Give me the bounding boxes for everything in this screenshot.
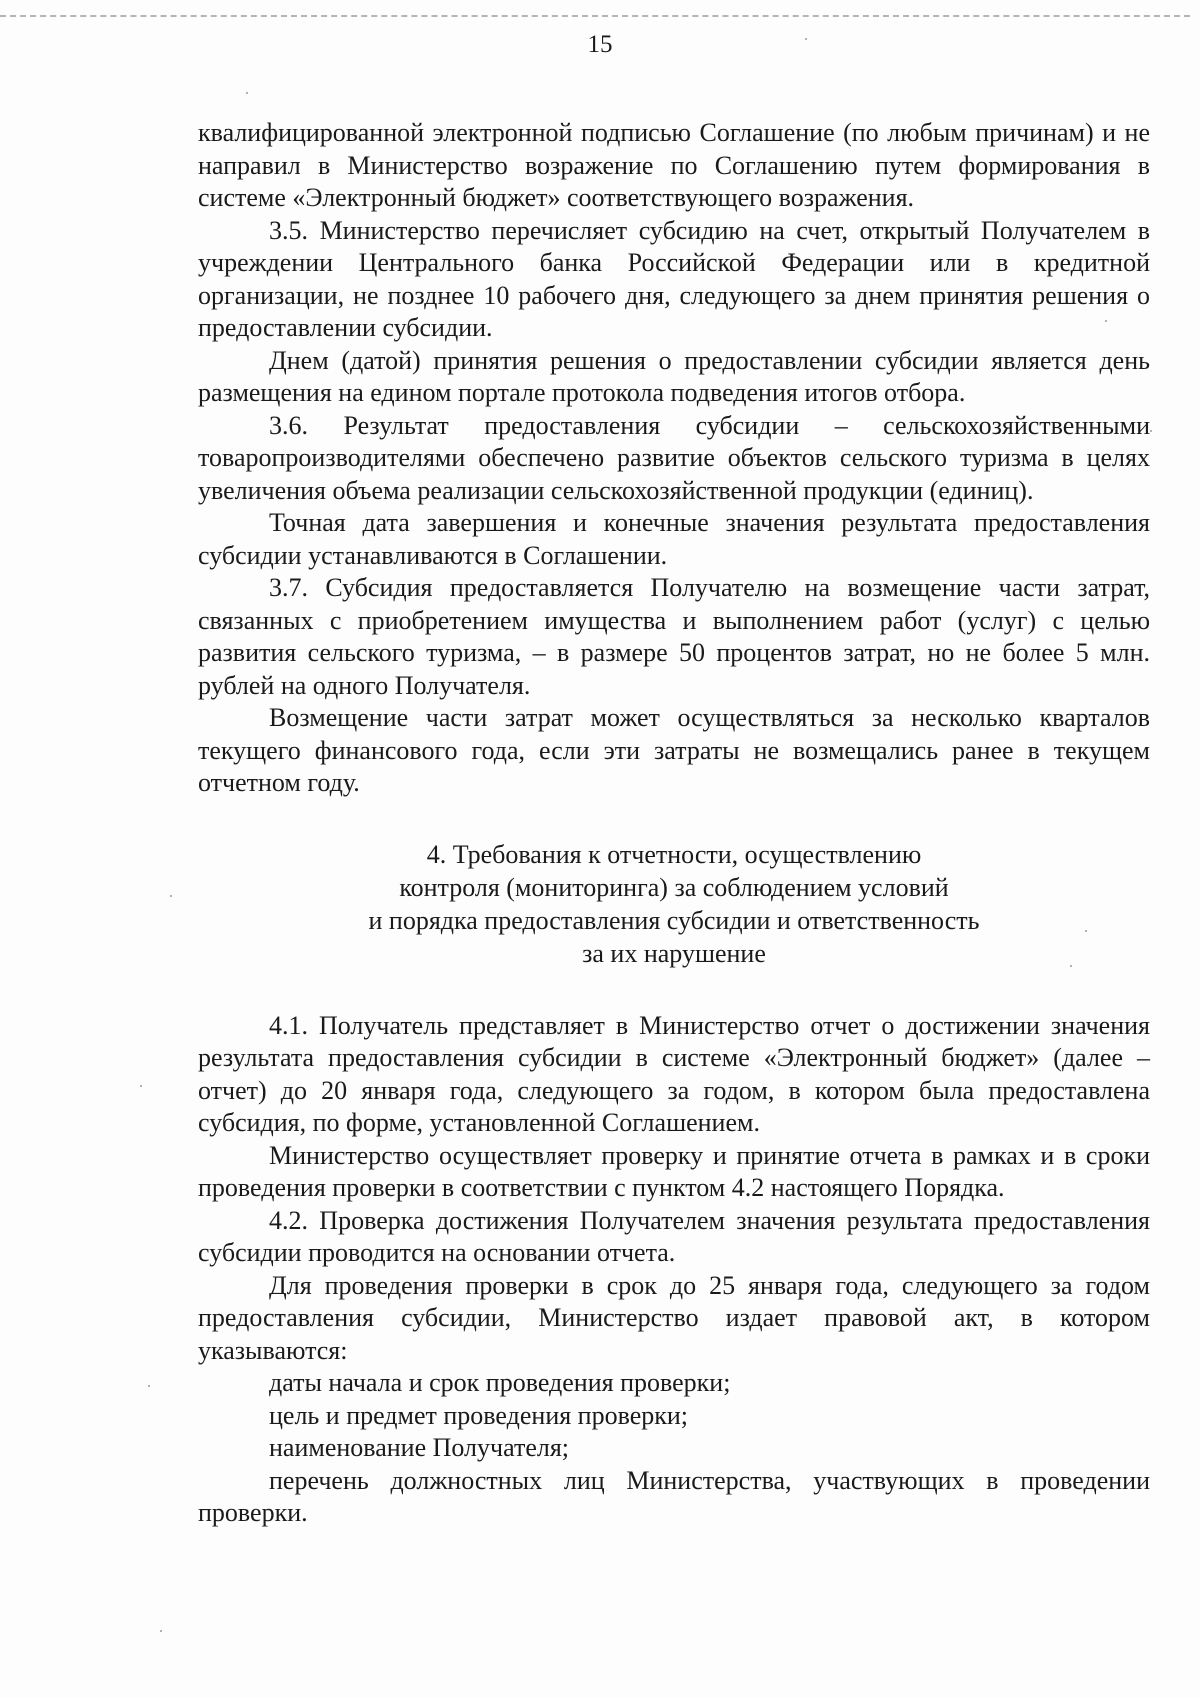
paragraph-p13: цель и предмет проведения проверки; [269, 1400, 689, 1430]
section-4-paragraphs [198, 1010, 1150, 1530]
paragraph-p7: Возмещение части затрат может осуществляться за несколько кварталов текущего финансового года, если эти затраты не возмещались ранее в текущем отчетном году. [198, 703, 1150, 797]
paragraph-p9: Министерство осуществляет проверку и принятие отчета в рамках и в сроки проведения проверки в соответствии с пунктом 4.2 настоящего Порядка. [198, 1140, 1150, 1202]
heading-line: контроля (мониторинга) за соблюдением условий [399, 872, 949, 902]
scan-speck [140, 1085, 142, 1087]
paragraph-p12: даты начала и срок проведения проверки; [269, 1368, 731, 1397]
paragraph-p2: 3.5. Министерство перечисляет субсидию на счет, открытый Получателем в учреждении Центрального банка Российской Федерации или в кредитной организации, не позднее 10 рабочего дня, следующего за днем принятия решения о предоставлении субсидии. [198, 215, 1150, 342]
paragraph-p5: Точная дата завершения и конечные значения результата предоставления субсидии устанавливаются в Соглашении. [198, 508, 1150, 570]
paragraph-p6: 3.7. Субсидия предоставляется Получателю на возмещение части затрат, связанных с приобретением имущества и выполнением работ (услуг) с целью развития сельского туризма, – в размере 50 процентов затрат, но не более 5 млн. рублей на одного Получателя. [198, 573, 1150, 700]
heading-line: за их нарушение [582, 938, 766, 968]
scan-edge-line [0, 15, 1190, 17]
scan-speck [170, 895, 172, 897]
scan-speck [1070, 965, 1072, 967]
scan-speck [1150, 430, 1152, 432]
paragraph-p14: наименование Получателя; [269, 1433, 570, 1462]
scan-speck [805, 38, 807, 40]
paragraph-p3: Днем (датой) принятия решения о предоставлении субсидии является день размещения на едином портале протокола подведения итогов отбора. [198, 345, 1150, 407]
scan-speck [246, 92, 248, 94]
scan-speck [160, 1630, 162, 1632]
page-number: 15 [587, 31, 613, 58]
paragraph-p15: перечень должностных лиц Министерства, участвующих в проведении проверки. [198, 1465, 1150, 1527]
paragraph-p1: квалифицированной электронной подписью Соглашение (по любым причинам) и не направил в Министерство возражение по Соглашению путем формирования в системе «Электронный бюджет» соответствующего возражения. [198, 118, 1150, 212]
paragraph-p11: Для проведения проверки в срок до 25 января года, следующего за годом предоставления субсидии, Министерство издает правовой акт, в котором указываются: [198, 1270, 1150, 1365]
scan-speck [1105, 320, 1107, 322]
heading-line: 4. Требования к отчетности, осуществлению [426, 839, 922, 869]
paragraph-p8: 4.1. Получатель представляет в Министерство отчет о достижении значения результата предоставления субсидии в системе «Электронный бюджет» (далее – отчет) до 20 января года, следующего за годом, в котором была предоставлена субсидия, по форме, установленной Соглашением. [198, 1010, 1150, 1137]
section-4-heading [198, 838, 1150, 970]
document-body [198, 117, 1150, 1530]
scan-speck [1085, 930, 1087, 932]
paragraph-p10: 4.2. Проверка достижения Получателем значения результата предоставления субсидии проводится на основании отчета. [198, 1205, 1150, 1267]
section-3-paragraphs [198, 117, 1150, 800]
scan-speck [148, 1385, 150, 1387]
heading-line: и порядка предоставления субсидии и ответственность [368, 905, 980, 935]
paragraph-p4: 3.6. Результат предоставления субсидии – сельскохозяйственными товаропроизводителями обеспечено развитие объектов сельского туризма в целях увеличения объема реализации сельскохозяйственной продукции (единиц). [198, 410, 1150, 505]
